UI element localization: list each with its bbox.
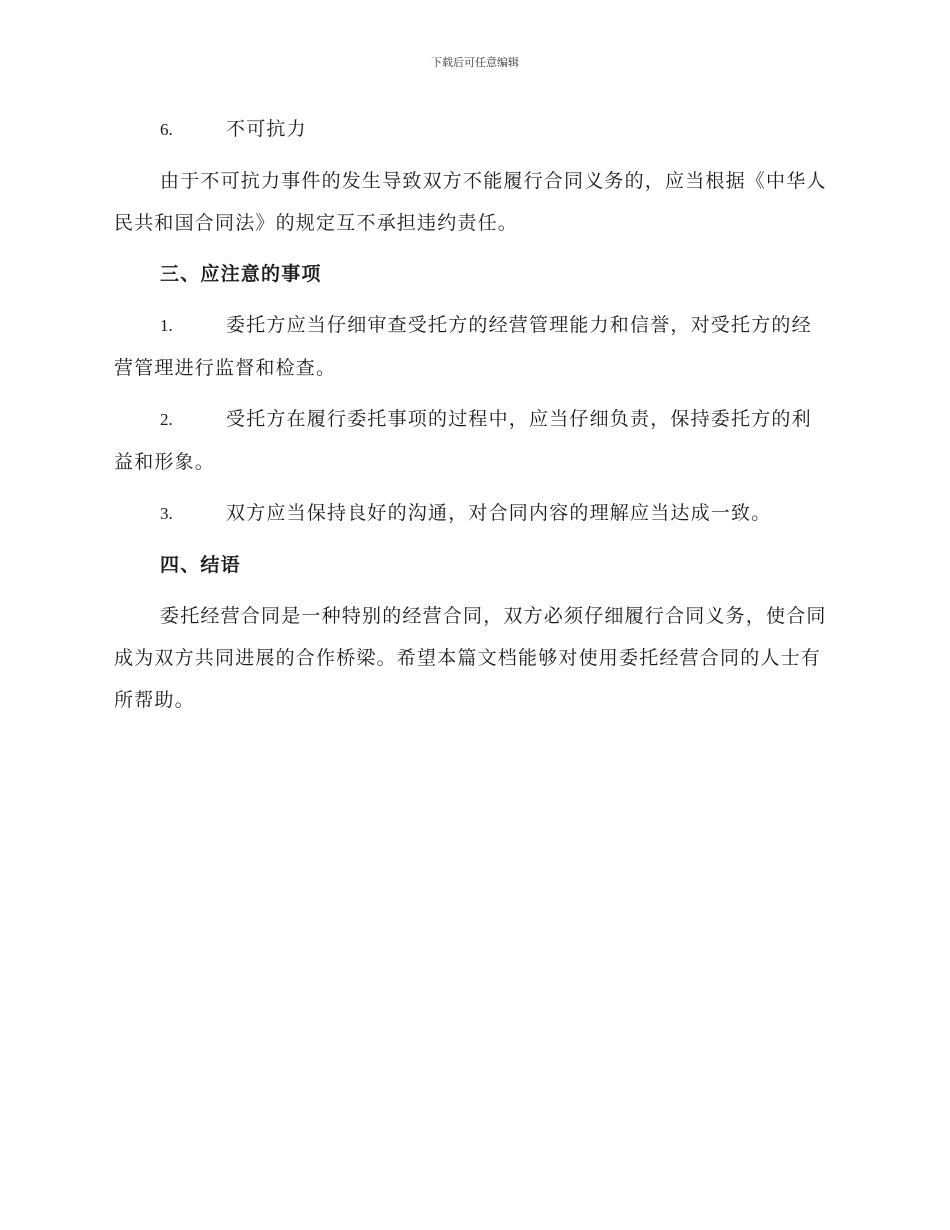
clause-title: 不可抗力 [226, 118, 307, 140]
item-text: 委托方应当仔细审查受托方的经营管理能力和信誉，对受托方的经营管理进行监督和检查。 [114, 314, 812, 379]
clause-6-heading [114, 108, 830, 151]
section-4-body: 委托经营合同是一种特别的经营合同，双方必须仔细履行合同义务，使合同成为双方共同进展的合作桥梁。希望本篇文档能够对使用委托经营合同的人士有所帮助。 [114, 605, 827, 711]
list-item [114, 398, 830, 483]
list-item [114, 492, 830, 535]
item-text: 双方应当保持良好的沟通，对合同内容的理解应当达成一致。 [226, 502, 772, 524]
item-number: 2. [160, 410, 173, 429]
item-number: 1. [160, 316, 173, 335]
item-number: 3. [160, 504, 173, 523]
item-text: 受托方在履行委托事项的过程中，应当仔细负责，保持委托方的利益和形象。 [114, 408, 812, 473]
header-note: 下载后可任意编辑 [431, 56, 519, 69]
document-body [114, 108, 830, 730]
section-3-heading: 三、应注意的事项 [160, 263, 322, 285]
section-4-heading: 四、结语 [160, 554, 241, 576]
list-item [114, 304, 830, 389]
clause-number: 6. [160, 120, 173, 139]
clause-6-body: 由于不可抗力事件的发生导致双方不能履行合同义务的，应当根据《中华人民共和国合同法》的规定互不承担违约责任。 [114, 170, 827, 234]
